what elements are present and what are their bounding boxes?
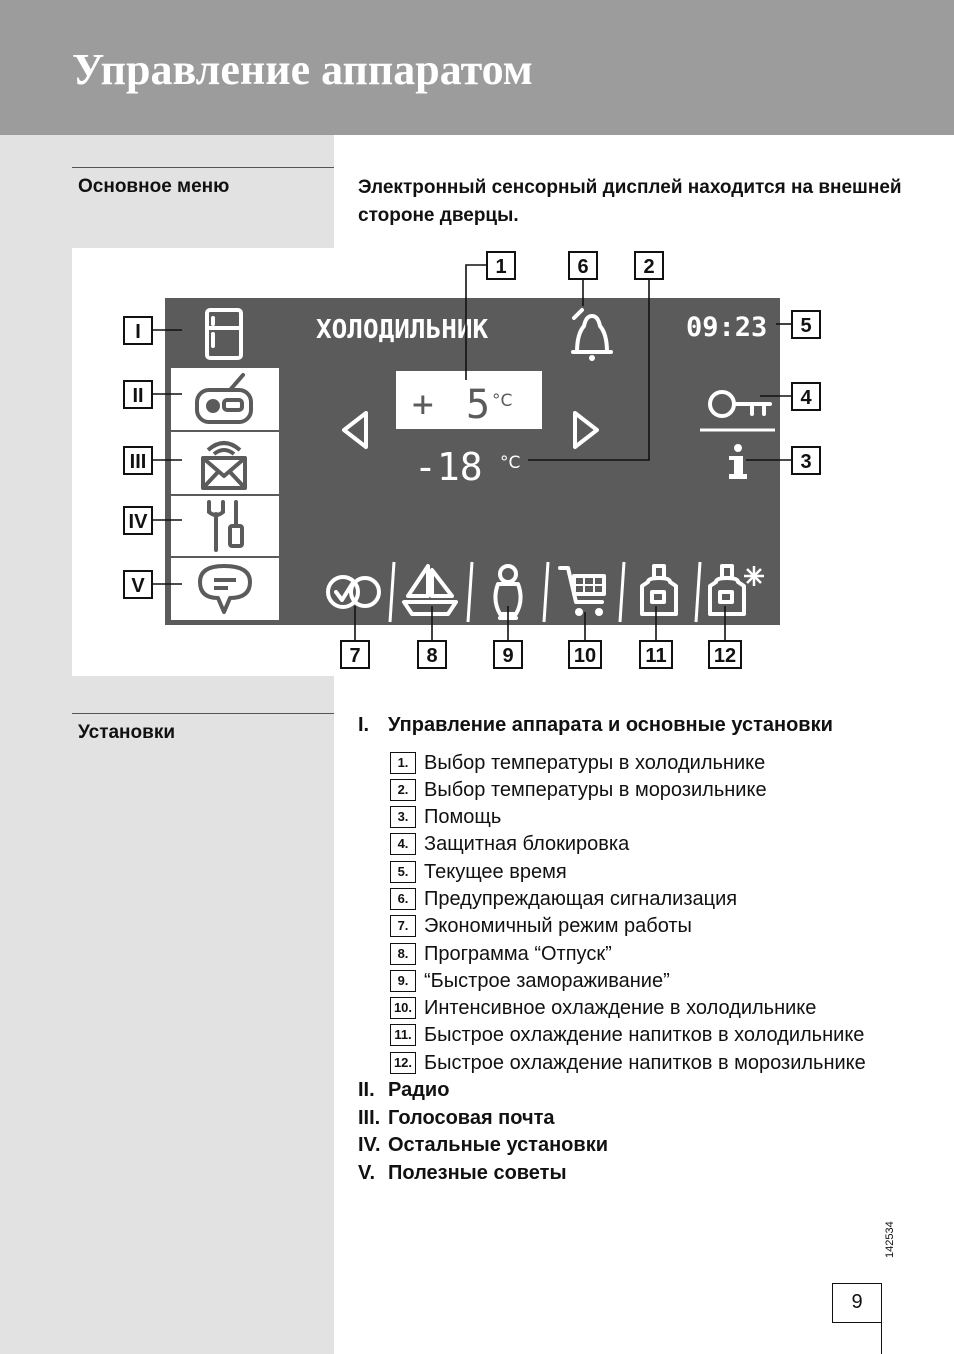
sub-item-number: 1. [390, 752, 416, 774]
sub-item-number: 6. [390, 888, 416, 910]
svg-text:4: 4 [800, 387, 812, 409]
sub-item-number: 10. [390, 997, 416, 1019]
document-code: 142534 [884, 1221, 896, 1258]
sub-item-text: Текущее время [424, 860, 567, 883]
section-rule-settings [72, 713, 334, 714]
svg-text:1: 1 [495, 256, 507, 278]
settings-other-list [358, 1077, 898, 1187]
sidebar-panel-bottom [0, 676, 334, 1354]
settings-sub-item [390, 750, 898, 777]
settings-sub-item [390, 941, 898, 968]
settings-main-heading [358, 712, 898, 740]
section-item-number: III. [358, 1106, 381, 1129]
callout-10 [569, 641, 601, 668]
svg-text:8: 8 [426, 645, 438, 667]
section-item-number: IV. [358, 1134, 381, 1157]
settings-sub-item [390, 1050, 898, 1077]
settings-main-title: Управление аппарата и основные установки [388, 714, 833, 736]
callout-8 [418, 641, 446, 668]
sub-item-text: Выбор температуры в морозильнике [424, 778, 767, 801]
settings-section-item [358, 1105, 898, 1133]
fridge-temp-unit: °C [492, 391, 513, 411]
section-item-text: Остальные установки [388, 1134, 608, 1157]
svg-text:5: 5 [800, 315, 812, 337]
sub-item-number: 2. [390, 779, 416, 801]
sub-item-number: 12. [390, 1052, 416, 1074]
sub-item-number: 7. [390, 915, 416, 937]
settings-section-item [358, 1160, 898, 1188]
settings-sub-item [390, 995, 898, 1022]
settings-main-number: I. [358, 714, 370, 736]
callout-3 [792, 447, 820, 474]
callout-II [124, 381, 152, 408]
svg-text:I: I [135, 321, 141, 343]
fridge-temp-sign: + [412, 384, 434, 425]
sub-item-number: 4. [390, 833, 416, 855]
sub-item-text: Экономичный режим работы [424, 915, 692, 938]
settings-list [358, 712, 898, 1187]
callout-1 [487, 252, 515, 279]
settings-section-item [358, 1077, 898, 1105]
settings-sub-item [390, 913, 898, 940]
section-item-text: Радио [388, 1079, 450, 1102]
sub-item-number: 8. [390, 943, 416, 965]
svg-text:9: 9 [502, 645, 514, 667]
callout-IV [124, 507, 152, 534]
section-item-number: II. [358, 1079, 375, 1102]
sub-item-number: 5. [390, 861, 416, 883]
settings-section-item [358, 1132, 898, 1160]
settings-sub-list [390, 750, 898, 1078]
page-header [0, 0, 954, 135]
svg-text:10: 10 [573, 645, 597, 667]
svg-text:2: 2 [643, 256, 655, 278]
display-mode-label: ХОЛОДИЛЬНИК [316, 315, 489, 345]
svg-text:V: V [131, 575, 145, 597]
callout-III [124, 447, 152, 474]
svg-text:12: 12 [713, 645, 737, 667]
callout-7 [341, 641, 369, 668]
svg-text:IV: IV [128, 511, 148, 533]
callout-5 [792, 311, 820, 338]
svg-text:7: 7 [349, 645, 361, 667]
freezer-temp-value[interactable]: -18 [414, 445, 483, 489]
svg-text:11: 11 [645, 645, 667, 667]
sub-item-text: Быстрое охлаждение напитков в холодильнике [424, 1024, 865, 1047]
freezer-temp-unit: °C [500, 453, 521, 473]
callout-12 [709, 641, 741, 668]
page-edge-line [881, 1320, 882, 1354]
page-title: Управление аппаратом [72, 45, 533, 94]
sub-item-text: Программа “Отпуск” [424, 942, 612, 965]
page-number: 9 [832, 1283, 882, 1323]
settings-sub-item [390, 777, 898, 804]
callout-2 [635, 252, 663, 279]
sub-item-text: Быстрое охлаждение напитков в морозильнике [424, 1051, 866, 1074]
callout-11 [640, 641, 672, 668]
sub-item-text: Предупреждающая сигнализация [424, 887, 738, 910]
sub-item-text: Интенсивное охлаждение в холодильнике [424, 997, 817, 1020]
svg-text:III: III [129, 451, 147, 473]
section-item-text: Голосовая почта [388, 1106, 555, 1129]
callout-4 [792, 383, 820, 410]
sub-item-text: “Быстрое замораживание” [424, 969, 670, 992]
svg-text:6: 6 [577, 256, 589, 278]
display-time[interactable]: 09:23 [686, 312, 768, 343]
settings-sub-item [390, 886, 898, 913]
callout-V [124, 571, 152, 598]
display-diagram [0, 240, 954, 680]
settings-sub-item [390, 859, 898, 886]
settings-sub-item [390, 968, 898, 995]
section-rule-main [72, 167, 334, 168]
svg-text:3: 3 [800, 451, 812, 473]
settings-sub-item [390, 1022, 898, 1049]
sub-item-number: 11. [390, 1024, 416, 1046]
settings-sub-item [390, 831, 898, 858]
sub-item-number: 9. [390, 970, 416, 992]
callout-6 [569, 252, 597, 279]
sub-item-text: Выбор температуры в холодильнике [424, 751, 766, 774]
sub-item-number: 3. [390, 806, 416, 828]
section-item-number: V. [358, 1161, 376, 1184]
section-title-main-menu: Основное меню [78, 176, 230, 197]
svg-text:II: II [132, 385, 144, 407]
intro-text: Электронный сенсорный дисплей находится на внешней стороне дверцы. [358, 177, 902, 226]
callout-9 [494, 641, 522, 668]
callout-I [124, 317, 152, 344]
fridge-temp-value: 5 [466, 382, 491, 428]
section-title-settings: Установки [78, 722, 176, 743]
sub-item-text: Помощь [424, 806, 502, 829]
sub-item-text: Защитная блокировка [424, 833, 630, 856]
settings-sub-item [390, 804, 898, 831]
section-item-text: Полезные советы [388, 1161, 567, 1184]
